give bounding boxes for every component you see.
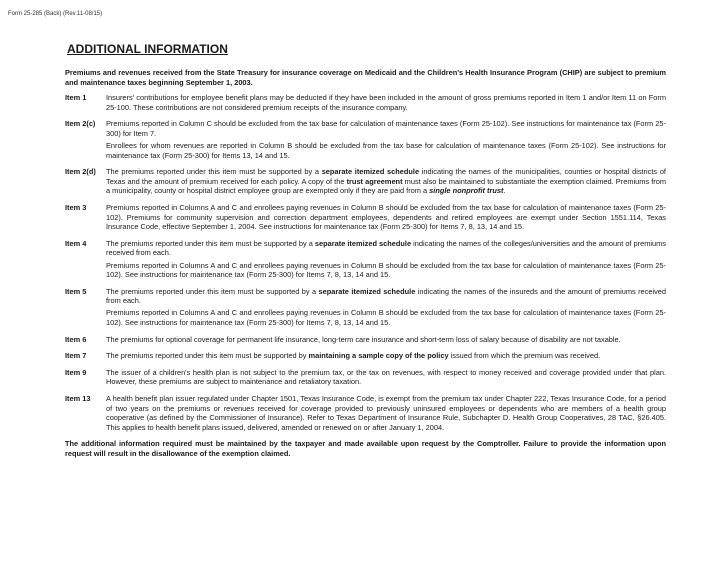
item-text: Premiums reported in Column C should be excluded from the tax base for calculation of maintenance taxes (Form 25-102). See instructions for maintenance tax (Form 25-300) for Item 7. <box>106 119 666 138</box>
item-1 <box>65 93 666 112</box>
item-body <box>106 287 666 328</box>
text-run: indicating the names of the colleges/universities and the amount of premiums received from each. <box>106 238 666 258</box>
item-body <box>106 93 666 112</box>
footer-notice: The additional information required must be maintained by the taxpayer and made available upon request by the Comptroller. Failure to provide the information upon request will result in the disallowance of the exemption claimed. <box>65 439 666 458</box>
emphasis-schedule: separate itemized schedule <box>318 286 416 296</box>
item-text <box>106 167 666 196</box>
item-text <box>106 239 666 258</box>
item-text: Premiums reported in Columns A and C and enrollees paying revenues in Column B should be excluded from the tax base for calculation of maintenance taxes (Form 25-102). See instructions for maintenance tax (Form 25-300) for Items 7, 8, 13, 14 and 15. <box>106 308 666 327</box>
text-run: issued from which the premium was received. <box>448 351 601 361</box>
form-identifier: Form 25-285 (Back) (Rev.11-08/15) <box>8 11 103 17</box>
item-body <box>106 394 666 432</box>
text-run: The premiums reported under this item must be supported by a <box>106 167 322 177</box>
item-label: Item 2(c) <box>65 119 96 129</box>
item-label: Item 1 <box>65 93 87 103</box>
text-run: indicating the names of the municipalities, counties or hospital districts of Texas and the amount of premium received for each policy. A copy of the <box>106 167 666 186</box>
item-2c <box>65 119 666 160</box>
emphasis-trust-agreement: trust agreement <box>346 176 403 186</box>
item-body <box>106 351 666 361</box>
item-body <box>106 167 666 196</box>
item-body <box>106 368 666 387</box>
item-label: Item 4 <box>65 238 87 248</box>
text-run: indicating the names of the insureds and the amount of premiums received from each. <box>106 286 667 306</box>
item-4 <box>65 239 666 280</box>
item-label: Item 2(d) <box>65 167 96 177</box>
item-13 <box>65 394 666 432</box>
item-3 <box>65 203 666 232</box>
item-text: Enrollees for whom revenues are reported in Column B should be excluded from the tax base for calculation of maintenance taxes (Form 25-102). See instructions for maintenance tax (Form 25-300) for Items 13, 14 and 15. <box>106 141 666 160</box>
item-body <box>106 203 666 232</box>
item-2d <box>65 167 666 196</box>
text-run: The premiums reported under this item must be supported by a <box>106 238 315 248</box>
item-text: The issuer of a children's health plan is not subject to the premium tax, or the tax on revenues, with respect to money received and coverage provided under that plan. However, these premiums are subject to maintenance and retaliatory taxation. <box>106 367 666 387</box>
text-run: The premiums reported under this item must be supported by a <box>106 286 319 296</box>
emphasis-sample-copy: maintaining a sample copy of the policy <box>308 351 449 361</box>
item-text: Premiums reported in Columns A and C and enrollees paying revenues in Column B should be excluded from the tax base for calculation of maintenance taxes (Form 25-102). See instructions for maintenance tax (Form 25-300) for Items 7, 8, 13, 14 and 15. <box>106 260 666 280</box>
item-label: Item 3 <box>65 203 87 213</box>
item-text: Insurers' contributions for employee benefit plans may be deducted if they have been included in the amount of gross premiums reported in Item 1 and/or Item 11 on Form 25-100. These contributions are not considered premium receipts of the insurance company. <box>106 93 666 112</box>
item-label: Item 7 <box>65 351 87 361</box>
emphasis-schedule: separate itemized schedule <box>321 167 420 177</box>
emphasis-nonprofit-trust: single nonprofit trust <box>429 186 504 196</box>
text-run: must also be maintained to substantiate the exemption claimed. Premiums from a municipality, county or hospital district employee group are exempted only if they are paid from a <box>106 176 666 196</box>
item-text <box>106 351 666 361</box>
item-body <box>106 335 666 345</box>
item-text: Premiums reported in Columns A and C and enrollees paying revenues in Column B should be excluded from the tax base for calculation of maintenance taxes (Form 25-102). Premiums for community supervision and correction department employees, dependents and retired employees are exempt under Section 1551.114, Texas Insurance Code, effective September 1, 2004. See instructions for maintenance tax (Form 25-300) for Items 7, 8, 13, 14 and 15. <box>106 203 666 232</box>
item-text: The premiums for optional coverage for permanent life insurance, long-term care insurance and short-term loss of salary because of disability are not taxable. <box>106 334 621 344</box>
text-run: . <box>503 186 506 196</box>
item-text: A health benefit plan issuer regulated under Chapter 1501, Texas Insurance Code, is exempt from the premium tax under Chapter 222, Texas Insurance Code, for a period of two years on the premiums or revenues received for coverage provided to previously uninsured employees or dependents who are members of a health group cooperative (as defined by the Commissioner of Insurance). Refer to Texas Department of Insurance Rule, Subchapter D. Health Group Cooperatives, 28 TAC, §26.405. This applies to health benefit plans issued, delivered, amended or renewed on or after January 1, 2004. <box>106 393 666 432</box>
item-5 <box>65 287 666 328</box>
additional-information-section <box>65 40 666 459</box>
item-text <box>106 287 666 306</box>
text-run: The premiums reported under this item must be supported by <box>106 351 309 361</box>
item-body <box>106 119 666 160</box>
item-label: Item 6 <box>65 334 87 344</box>
item-7 <box>65 351 666 361</box>
emphasis-schedule: separate itemized schedule <box>314 238 412 248</box>
item-body <box>106 239 666 280</box>
item-label: Item 9 <box>65 367 87 377</box>
item-label: Item 5 <box>65 286 87 296</box>
item-label: Item 13 <box>65 393 91 403</box>
item-6 <box>65 335 666 345</box>
item-9 <box>65 368 666 387</box>
intro-paragraph: Premiums and revenues received from the State Treasury for insurance coverage on Medicaid and the Children's Health Insurance Program (CHIP) are subject to premium and maintenance taxes beginning September 1, 2003. <box>65 68 666 87</box>
section-title: ADDITIONAL INFORMATION <box>67 42 228 56</box>
